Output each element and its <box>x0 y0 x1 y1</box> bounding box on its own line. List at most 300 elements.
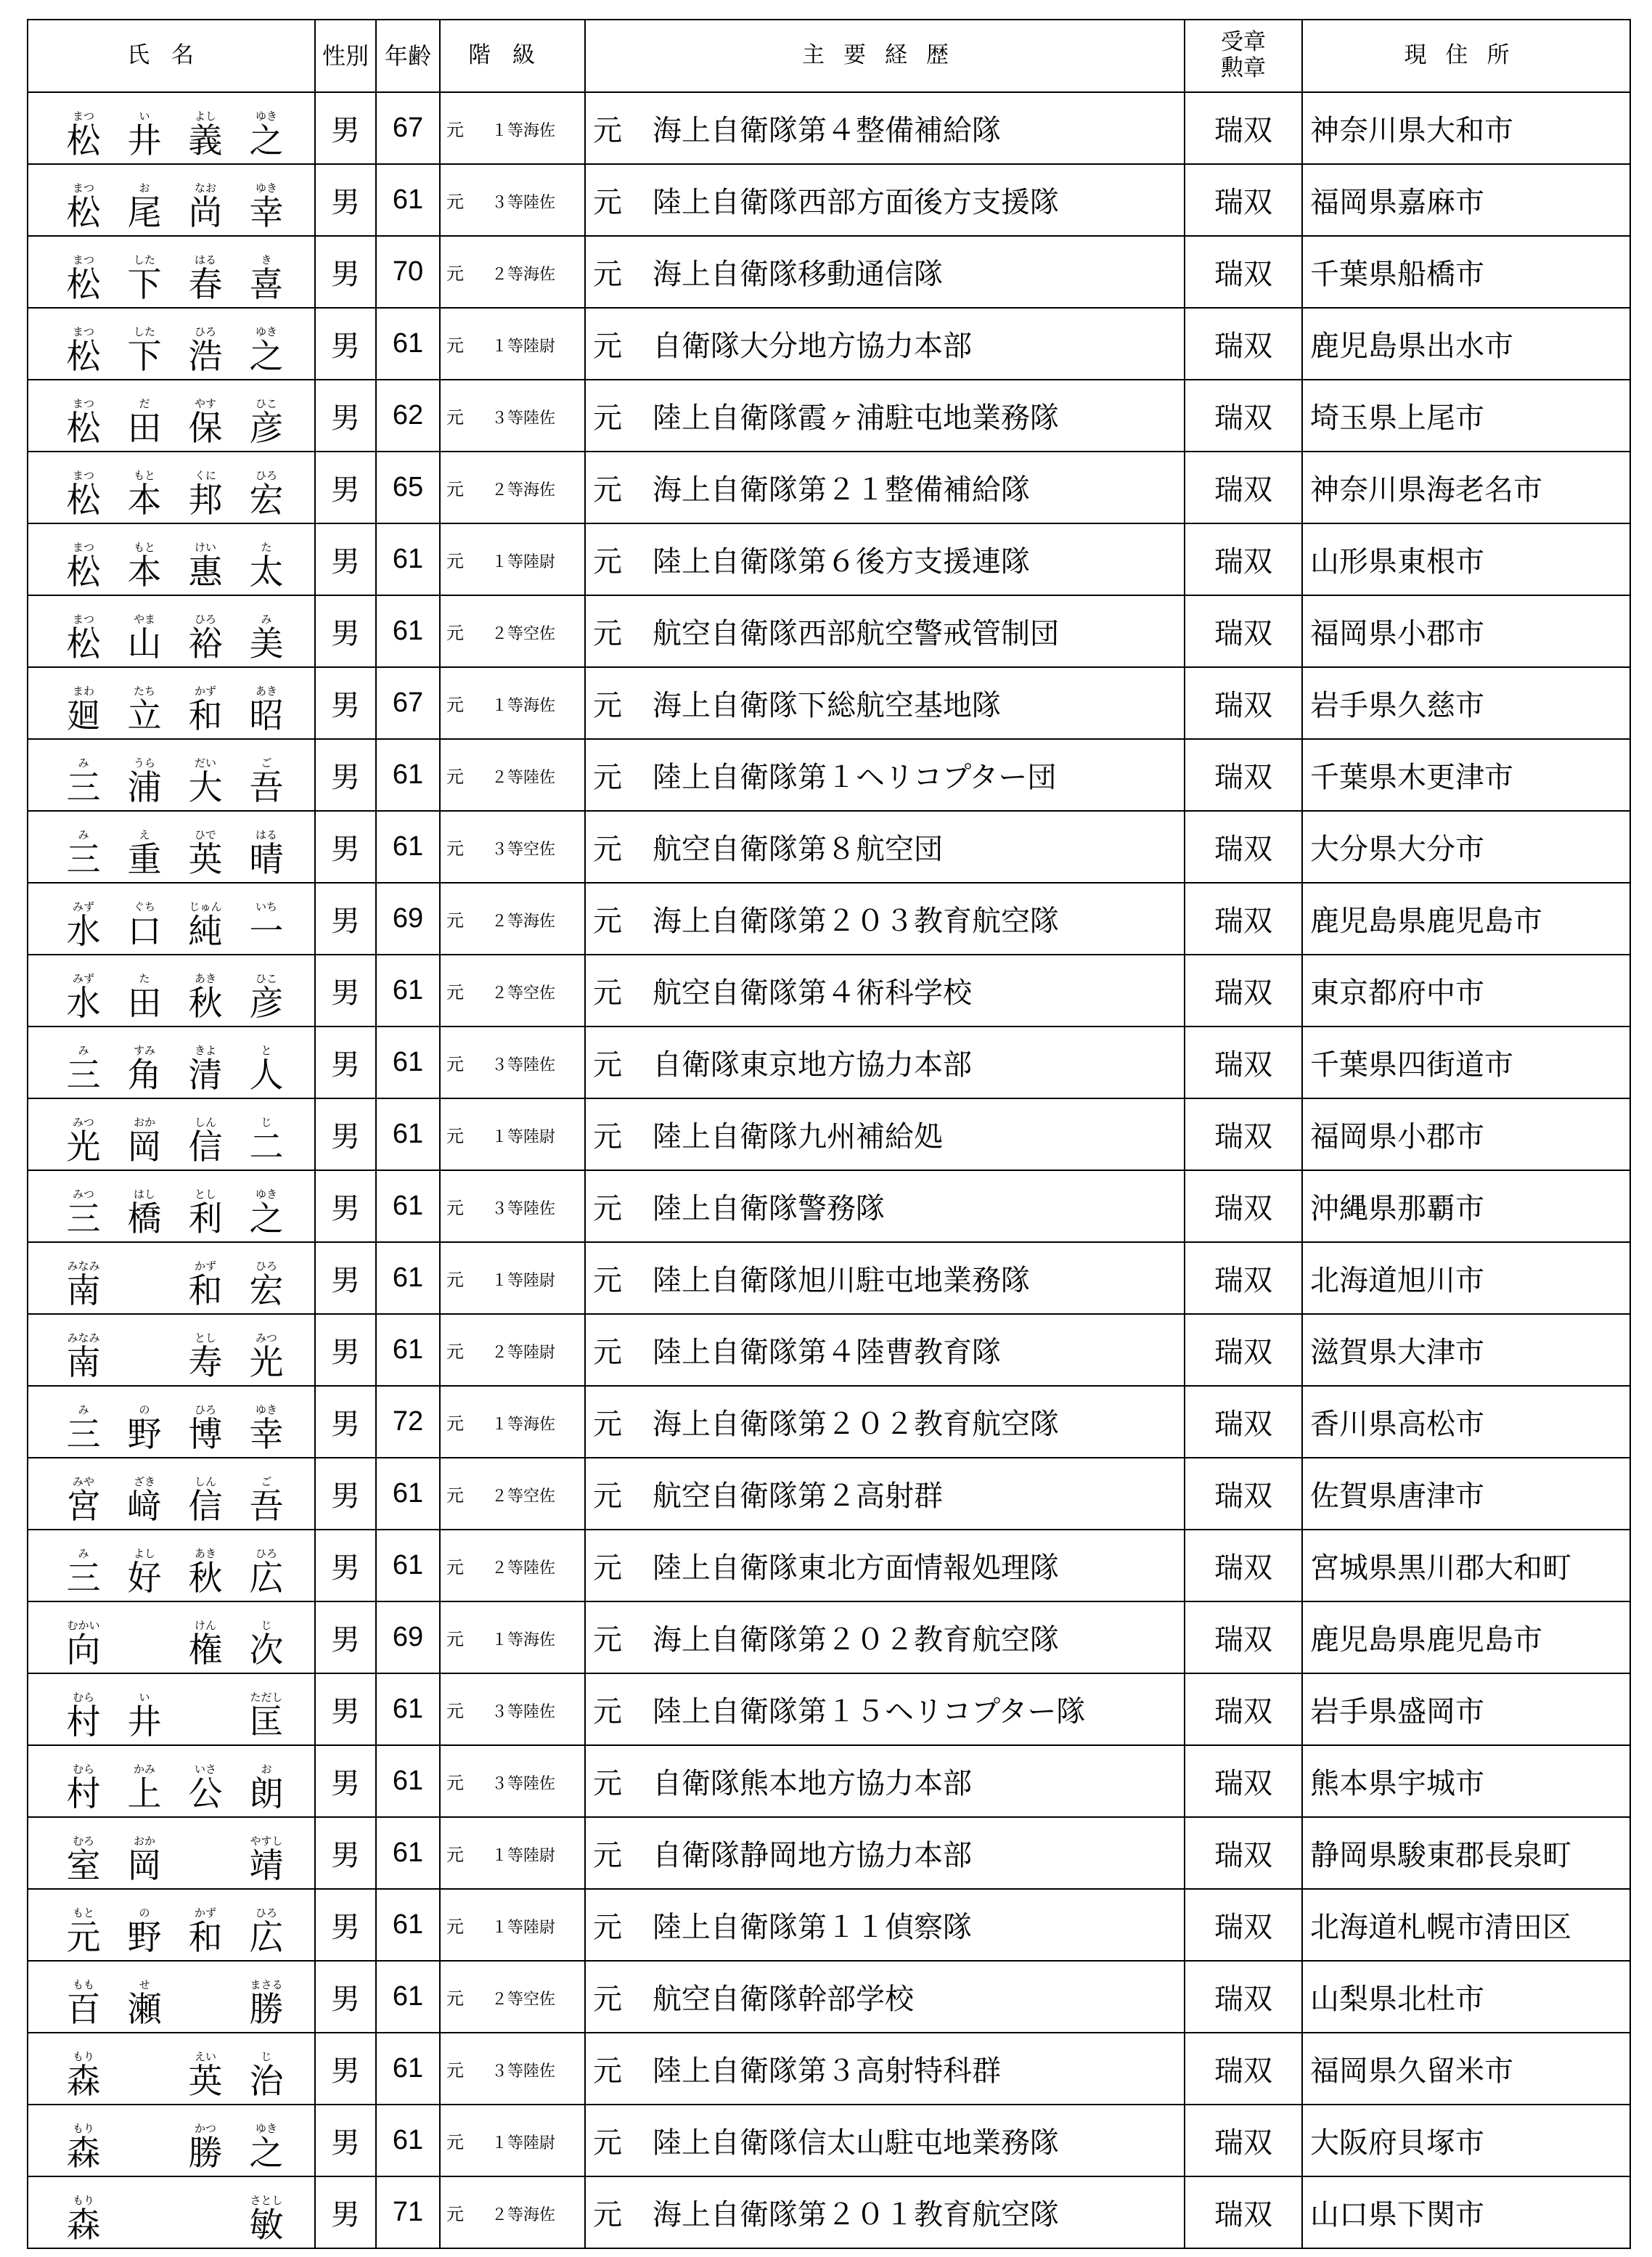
name-char <box>175 1763 236 1813</box>
name-ruby: ひろ <box>255 1259 277 1273</box>
name-char <box>114 613 175 664</box>
name-ruby: した <box>133 325 155 338</box>
name-grid <box>53 672 297 735</box>
name-ruby: おか <box>133 1115 155 1129</box>
career-cell <box>585 595 1185 667</box>
career-cell <box>585 1530 1185 1601</box>
name-ruby: けい <box>194 540 216 554</box>
rank-prefix: 元 <box>446 1126 464 1146</box>
name-ruby: たち <box>133 684 155 698</box>
name-char <box>236 110 297 160</box>
name-char <box>175 829 236 879</box>
name-grid <box>53 2109 297 2173</box>
sex-cell: 男 <box>315 1601 376 1673</box>
career-cell <box>585 1745 1185 1817</box>
name-kanji: 宏 <box>249 1270 284 1311</box>
name-kanji: 英 <box>188 2061 223 2102</box>
name-kanji: 広 <box>249 1917 284 1958</box>
name-ruby: の <box>139 1403 150 1416</box>
career-value: 航空自衛隊第２高射群 <box>653 1480 943 1513</box>
award-cell: 瑞双 <box>1185 1889 1302 1961</box>
rank-prefix: 元 <box>446 1629 464 1649</box>
name-char <box>114 757 175 807</box>
table-row <box>28 883 1630 955</box>
name-ruby: い <box>139 109 150 123</box>
rank-prefix: 元 <box>446 479 464 499</box>
name-ruby: だ <box>139 396 150 410</box>
career-prefix: 元 <box>593 689 622 722</box>
name-grid <box>53 1965 297 2029</box>
name-kanji: 松 <box>66 480 101 521</box>
sex-cell: 男 <box>315 1386 376 1458</box>
name-kanji: 和 <box>188 695 223 736</box>
career-value: 陸上自衛隊旭川駐屯地業務隊 <box>653 1264 1030 1297</box>
rank-prefix: 元 <box>446 1917 464 1937</box>
name-char <box>114 110 175 160</box>
name-ruby: ゆき <box>255 1187 277 1201</box>
name-grid <box>53 1175 297 1238</box>
name-kanji: 美 <box>249 624 284 664</box>
name-ruby: ゆき <box>255 109 277 123</box>
rank-value: １等陸尉 <box>491 553 556 571</box>
name-ruby: まつ <box>72 396 94 410</box>
name-ruby: せ <box>139 1978 150 1991</box>
address-cell: 神奈川県海老名市 <box>1302 452 1630 523</box>
rank-cell <box>440 1170 585 1242</box>
name-ruby: かつ <box>194 2121 216 2135</box>
name-ruby: むろ <box>72 1834 94 1848</box>
name-ruby: はる <box>255 828 277 841</box>
name-char <box>53 1620 114 1670</box>
table-row <box>28 2105 1630 2176</box>
name-kanji: 太 <box>249 552 284 592</box>
name-ruby: い <box>139 1690 150 1704</box>
header-award <box>1185 20 1302 92</box>
name-char <box>175 1188 236 1238</box>
name-char <box>236 1117 297 1167</box>
rank-value: １等陸尉 <box>491 338 556 356</box>
name-ruby: けん <box>194 1618 216 1632</box>
career-prefix: 元 <box>593 2126 622 2160</box>
career-prefix: 元 <box>593 1048 622 1082</box>
name-char <box>114 1404 175 1454</box>
address-cell: 北海道札幌市清田区 <box>1302 1889 1630 1961</box>
name-char <box>236 613 297 664</box>
rank-value: ２等海佐 <box>491 266 556 284</box>
name-char <box>53 1404 114 1454</box>
name-char <box>114 1476 175 1526</box>
career-cell <box>585 1314 1185 1386</box>
name-char <box>175 398 236 448</box>
rank-value: １等海佐 <box>491 122 556 140</box>
age-cell: 61 <box>376 523 440 595</box>
age-cell: 61 <box>376 164 440 236</box>
career-cell <box>585 380 1185 452</box>
name-ruby: しん <box>194 1115 216 1129</box>
age-cell: 61 <box>376 1098 440 1170</box>
rank-value: ２等海佐 <box>491 913 556 931</box>
name-kanji: 彦 <box>249 983 284 1024</box>
name-ruby: ゆき <box>255 2121 277 2135</box>
sex-cell: 男 <box>315 164 376 236</box>
award-cell: 瑞双 <box>1185 1386 1302 1458</box>
name-char <box>175 757 236 807</box>
name-ruby: かず <box>194 1906 216 1919</box>
name-char <box>236 901 297 951</box>
name-ruby: じ <box>261 2049 272 2063</box>
name-ruby: お <box>139 181 150 195</box>
name-char <box>175 470 236 520</box>
name-char <box>53 1332 114 1382</box>
age-cell: 62 <box>376 380 440 452</box>
name-kanji: 浩 <box>188 336 223 377</box>
career-cell <box>585 1027 1185 1098</box>
name-char <box>175 973 236 1023</box>
name-grid <box>53 2037 297 2101</box>
award-cell: 瑞双 <box>1185 1458 1302 1530</box>
address-cell: 山形県東根市 <box>1302 523 1630 595</box>
name-kanji: 森 <box>66 2133 101 2174</box>
name-ruby: みなみ <box>67 1331 100 1344</box>
rank-cell <box>440 1027 585 1098</box>
rank-prefix: 元 <box>446 982 464 1003</box>
name-char <box>236 2051 297 2101</box>
name-ruby: だい <box>194 756 216 770</box>
name-kanji: 口 <box>127 911 162 952</box>
table-row <box>28 164 1630 236</box>
rank-value: ２等空佐 <box>491 984 556 1003</box>
sex-cell: 男 <box>315 236 376 308</box>
name-ruby: もと <box>133 540 155 554</box>
name-ruby: み <box>78 1403 89 1416</box>
career-value: 海上自衛隊第２１整備補給隊 <box>653 473 1030 507</box>
name-kanji: 幸 <box>249 1414 284 1455</box>
sex-cell: 男 <box>315 1673 376 1745</box>
rank-cell <box>440 523 585 595</box>
name-ruby: の <box>139 1906 150 1919</box>
name-grid <box>53 600 297 664</box>
table-row <box>28 1098 1630 1170</box>
name-ruby: いち <box>255 899 277 913</box>
header-rank: 階級 <box>440 20 585 92</box>
name-ruby: かず <box>194 1259 216 1273</box>
name-kanji: 松 <box>66 552 101 592</box>
name-ruby: ひろ <box>194 612 216 626</box>
career-value: 陸上自衛隊第６後方支援連隊 <box>653 545 1030 579</box>
age-cell: 69 <box>376 883 440 955</box>
name-kanji: 保 <box>188 408 223 449</box>
header-career: 主要経歴 <box>585 20 1185 92</box>
name-char <box>175 1332 236 1382</box>
name-char <box>175 2123 236 2173</box>
address-cell: 佐賀県唐津市 <box>1302 1458 1630 1530</box>
table-row <box>28 1314 1630 1386</box>
address-cell: 岩手県盛岡市 <box>1302 1673 1630 1745</box>
name-kanji: 広 <box>249 1558 284 1599</box>
table-row <box>28 523 1630 595</box>
name-char <box>175 1907 236 1957</box>
rank-value: １等海佐 <box>491 1416 556 1434</box>
award-cell: 瑞双 <box>1185 883 1302 955</box>
name-kanji: 松 <box>66 264 101 305</box>
career-cell <box>585 523 1185 595</box>
name-ruby: みなみ <box>67 1259 100 1273</box>
name-char <box>236 1476 297 1526</box>
table-row <box>28 452 1630 523</box>
rank-cell <box>440 452 585 523</box>
award-cell: 瑞双 <box>1185 2176 1302 2248</box>
career-value: 自衛隊大分地方協力本部 <box>653 330 972 363</box>
name-ruby: み <box>78 756 89 770</box>
name-ruby: した <box>133 253 155 266</box>
career-prefix: 元 <box>593 186 622 219</box>
name-kanji: 重 <box>127 839 162 880</box>
rank-value: ２等海佐 <box>491 2206 556 2224</box>
name-ruby: むら <box>72 1762 94 1776</box>
rank-value: １等陸尉 <box>491 1272 556 1290</box>
name-ruby: じ <box>261 1618 272 1632</box>
award-cell: 瑞双 <box>1185 1170 1302 1242</box>
name-ruby: た <box>261 540 272 554</box>
age-cell: 61 <box>376 1458 440 1530</box>
award-cell: 瑞双 <box>1185 667 1302 739</box>
sex-cell: 男 <box>315 1745 376 1817</box>
name-grid <box>53 1893 297 1957</box>
award-cell: 瑞双 <box>1185 1817 1302 1889</box>
name-char <box>175 1404 236 1454</box>
name-ruby: まつ <box>72 612 94 626</box>
name-cell <box>28 1386 315 1458</box>
name-kanji: 権 <box>188 1630 223 1670</box>
award-cell: 瑞双 <box>1185 955 1302 1027</box>
rank-prefix: 元 <box>446 120 464 140</box>
address-cell: 沖縄県那覇市 <box>1302 1170 1630 1242</box>
name-kanji: 之 <box>249 2133 284 2174</box>
name-ruby: きよ <box>194 1043 216 1057</box>
table-row <box>28 308 1630 380</box>
name-kanji: 幸 <box>249 192 284 233</box>
address-cell: 宮城県黒川郡大和町 <box>1302 1530 1630 1601</box>
name-kanji: 朗 <box>249 1774 284 1814</box>
name-char <box>175 110 236 160</box>
name-ruby: ひろ <box>255 468 277 482</box>
name-ruby: ひろ <box>255 1546 277 1560</box>
age-cell: 61 <box>376 955 440 1027</box>
sex-cell: 男 <box>315 1889 376 1961</box>
name-grid <box>53 1103 297 1167</box>
name-kanji: 博 <box>188 1414 223 1455</box>
award-cell: 瑞双 <box>1185 1745 1302 1817</box>
name-ruby: まつ <box>72 468 94 482</box>
name-kanji: 秋 <box>188 1558 223 1599</box>
name-ruby: かみ <box>133 1762 155 1776</box>
name-kanji: 之 <box>249 1199 284 1239</box>
name-char <box>236 973 297 1023</box>
rank-value: ３等陸佐 <box>491 1703 556 1721</box>
name-char <box>53 182 114 232</box>
award-cell: 瑞双 <box>1185 1961 1302 2033</box>
name-cell <box>28 1530 315 1601</box>
table-row <box>28 1242 1630 1314</box>
name-ruby: ひこ <box>255 396 277 410</box>
rank-value: ２等陸佐 <box>491 769 556 787</box>
name-char <box>53 254 114 304</box>
career-prefix: 元 <box>593 1192 622 1225</box>
rank-prefix: 元 <box>446 1342 464 1362</box>
table-row <box>28 2033 1630 2105</box>
name-kanji: 尾 <box>127 192 162 233</box>
career-prefix: 元 <box>593 1551 622 1585</box>
name-kanji: 松 <box>66 408 101 449</box>
name-kanji: 邦 <box>188 480 223 521</box>
name-grid <box>53 1678 297 1742</box>
age-cell: 61 <box>376 1242 440 1314</box>
name-ruby: た <box>139 971 150 985</box>
career-cell <box>585 2176 1185 2248</box>
name-ruby: ざき <box>133 1474 155 1488</box>
address-cell: 山梨県北杜市 <box>1302 1961 1630 2033</box>
name-ruby: ゆき <box>255 181 277 195</box>
name-kanji: 靖 <box>249 1845 284 1886</box>
career-value: 自衛隊静岡地方協力本部 <box>653 1839 972 1872</box>
address-cell: 鹿児島県鹿児島市 <box>1302 1601 1630 1673</box>
name-grid <box>53 1821 297 1885</box>
table-row <box>28 1817 1630 1889</box>
name-char <box>114 1907 175 1957</box>
rank-prefix: 元 <box>446 695 464 715</box>
rank-cell <box>440 236 585 308</box>
name-kanji: 一 <box>249 911 284 952</box>
name-kanji: 森 <box>66 2205 101 2245</box>
career-cell <box>585 1242 1185 1314</box>
name-ruby: くに <box>194 468 216 482</box>
rank-value: ２等海佐 <box>491 481 556 499</box>
name-char <box>114 1763 175 1813</box>
career-cell <box>585 1817 1185 1889</box>
rank-cell <box>440 1817 585 1889</box>
career-cell <box>585 236 1185 308</box>
name-ruby: ご <box>261 1474 272 1488</box>
name-grid <box>53 743 297 807</box>
name-kanji: 彦 <box>249 408 284 449</box>
name-ruby: みつ <box>73 1115 94 1129</box>
name-char <box>175 1548 236 1598</box>
table-row <box>28 380 1630 452</box>
name-char <box>53 757 114 807</box>
name-cell <box>28 308 315 380</box>
name-ruby: あき <box>194 1546 216 1560</box>
name-ruby: みず <box>72 971 94 985</box>
award-cell: 瑞双 <box>1185 452 1302 523</box>
name-ruby: もと <box>133 468 155 482</box>
rank-prefix: 元 <box>446 1557 464 1578</box>
name-kanji: 南 <box>66 1342 101 1383</box>
header-award-line1: 受章 <box>1221 29 1266 56</box>
award-cell: 瑞双 <box>1185 1530 1302 1601</box>
name-kanji: 匡 <box>249 1702 284 1742</box>
rank-prefix: 元 <box>446 1270 464 1290</box>
table-row <box>28 955 1630 1027</box>
name-ruby: き <box>261 253 272 266</box>
name-ruby: おか <box>133 1834 155 1848</box>
name-kanji: 喜 <box>249 264 284 305</box>
name-char <box>114 542 175 592</box>
award-cell: 瑞双 <box>1185 1027 1302 1098</box>
table-row <box>28 739 1630 811</box>
name-grid <box>53 1031 297 1095</box>
name-ruby: じ <box>261 1115 272 1129</box>
name-ruby: まつ <box>72 253 94 266</box>
career-value: 陸上自衛隊九州補給処 <box>653 1120 943 1154</box>
name-grid <box>53 2181 297 2245</box>
age-cell: 61 <box>376 1314 440 1386</box>
address-cell: 静岡県駿東郡長泉町 <box>1302 1817 1630 1889</box>
table-row <box>28 1889 1630 1961</box>
table-row <box>28 1386 1630 1458</box>
rank-value: ２等空佐 <box>491 1991 556 2009</box>
name-ruby: もも <box>72 1978 94 1991</box>
name-char <box>53 1476 114 1526</box>
name-kanji: 秋 <box>188 983 223 1024</box>
career-prefix: 元 <box>593 2054 622 2088</box>
rank-prefix: 元 <box>446 1701 464 1721</box>
rank-cell <box>440 1530 585 1601</box>
name-ruby: もり <box>72 2049 94 2063</box>
name-char <box>175 1476 236 1526</box>
rank-cell <box>440 1314 585 1386</box>
name-cell <box>28 1673 315 1745</box>
career-value: 陸上自衛隊東北方面情報処理隊 <box>653 1551 1059 1585</box>
name-kanji: 次 <box>249 1630 284 1670</box>
rank-prefix: 元 <box>446 910 464 931</box>
name-cell <box>28 1458 315 1530</box>
sex-cell: 男 <box>315 1817 376 1889</box>
rank-cell <box>440 1889 585 1961</box>
name-kanji: 宮 <box>66 1486 101 1527</box>
rank-cell <box>440 164 585 236</box>
career-cell <box>585 1961 1185 2033</box>
career-value: 航空自衛隊西部航空警戒管制団 <box>653 617 1059 650</box>
name-kanji: 之 <box>249 336 284 377</box>
name-kanji: 野 <box>127 1917 162 1958</box>
name-char <box>114 182 175 232</box>
name-char <box>53 829 114 879</box>
name-grid <box>53 1606 297 1670</box>
rank-value: ２等陸佐 <box>491 1559 556 1578</box>
name-kanji: 本 <box>127 480 162 521</box>
name-char <box>53 2195 114 2245</box>
name-cell <box>28 236 315 308</box>
rank-cell <box>440 1098 585 1170</box>
sex-cell: 男 <box>315 739 376 811</box>
header-address: 現住所 <box>1302 20 1630 92</box>
rank-prefix: 元 <box>446 2204 464 2224</box>
age-cell: 61 <box>376 1673 440 1745</box>
name-kanji: 本 <box>127 552 162 592</box>
award-cell: 瑞双 <box>1185 523 1302 595</box>
rank-value: ３等陸佐 <box>491 409 556 428</box>
name-ruby: ゆき <box>255 325 277 338</box>
name-char <box>236 1691 297 1742</box>
rank-cell <box>440 2033 585 2105</box>
rank-cell <box>440 1601 585 1673</box>
name-char <box>53 1907 114 1957</box>
name-ruby: ひろ <box>194 325 216 338</box>
sex-cell: 男 <box>315 308 376 380</box>
name-ruby: ひこ <box>255 971 277 985</box>
age-cell: 61 <box>376 1745 440 1817</box>
name-char <box>236 1835 297 1885</box>
